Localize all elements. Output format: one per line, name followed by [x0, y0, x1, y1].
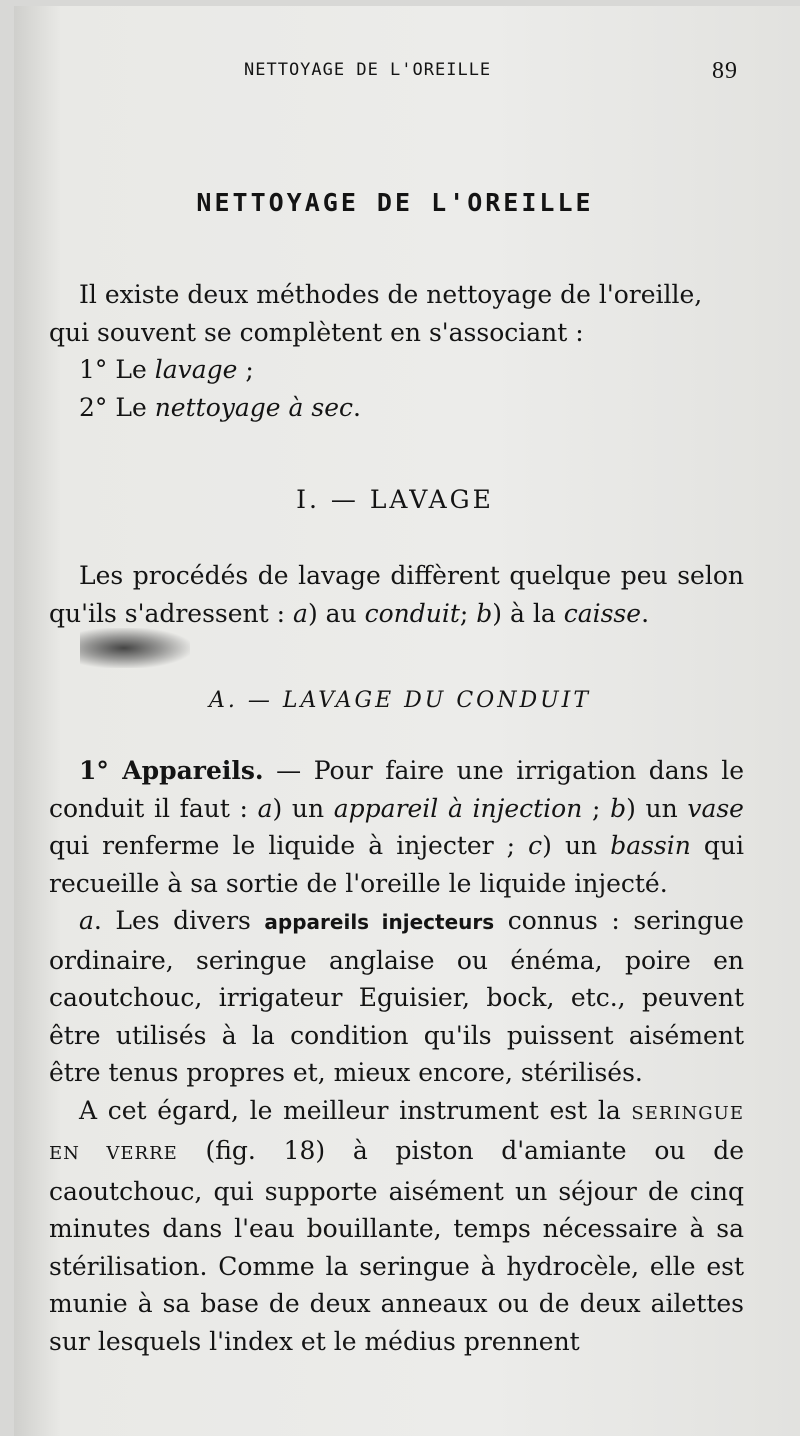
- intro-item-2: 2° Le nettoyage à sec.: [79, 392, 361, 422]
- intro-block: [49, 276, 744, 426]
- injecteurs-paragraph: a. Les divers appareils injecteurs connus : seringue ordinaire, seringue anglaise ou énéma, poire en caoutchouc, irrigateur Eguisier, bock, etc., peuvent être utilisés à la condition qu'ils puissent aisément être tenus propres et, mieux encore, stérilisés.: [49, 906, 744, 1087]
- section-intro-paragraph: [49, 557, 744, 632]
- section-heading: I. — LAVAGE: [296, 485, 494, 514]
- page-number: 89: [712, 58, 738, 84]
- chapter-title: NETTOYAGE DE L'OREILLE: [196, 188, 594, 217]
- subsection-heading: A. — LAVAGE DU CONDUIT: [208, 688, 592, 713]
- running-head: NETTOYAGE DE L'OREILLE: [244, 60, 492, 80]
- seringue-paragraph: A cet égard, le meilleur instrument est la SERINGUE EN VERRE (fig. 18) à piston d'amiante ou de caoutchouc, qui supporte aisément un séjour de cinq minutes dans l'eau bouillante, temps nécessaire à sa stérilisation. Comme la seringue à hydrocèle, elle est munie à sa base de deux anneaux ou de deux ailettes sur lesquels l'index et le médius prennent: [49, 1095, 744, 1356]
- appareils-paragraph: 1° Appareils. — Pour faire une irrigation dans le conduit il faut : a) un appareil à injection ; b) un vase qui renferme le liquide à injecter ; c) un bassin qui recueille à sa sortie de l'oreille le liquide injecté.: [49, 756, 744, 898]
- intro-item-1: 1° Le lavage ;: [79, 355, 254, 384]
- ink-smudge: [80, 628, 190, 668]
- lavage-paragraph: Les procédés de lavage diffèrent quelque peu selon qu'ils s'adressent : a) au conduit; b) à la caisse.: [49, 561, 744, 628]
- body-text: [49, 752, 744, 1360]
- page-header: [0, 60, 800, 84]
- intro-line-1: Il existe deux méthodes de nettoyage de l'oreille,: [79, 280, 703, 309]
- intro-line-2: qui souvent se complètent en s'associant :: [49, 317, 584, 347]
